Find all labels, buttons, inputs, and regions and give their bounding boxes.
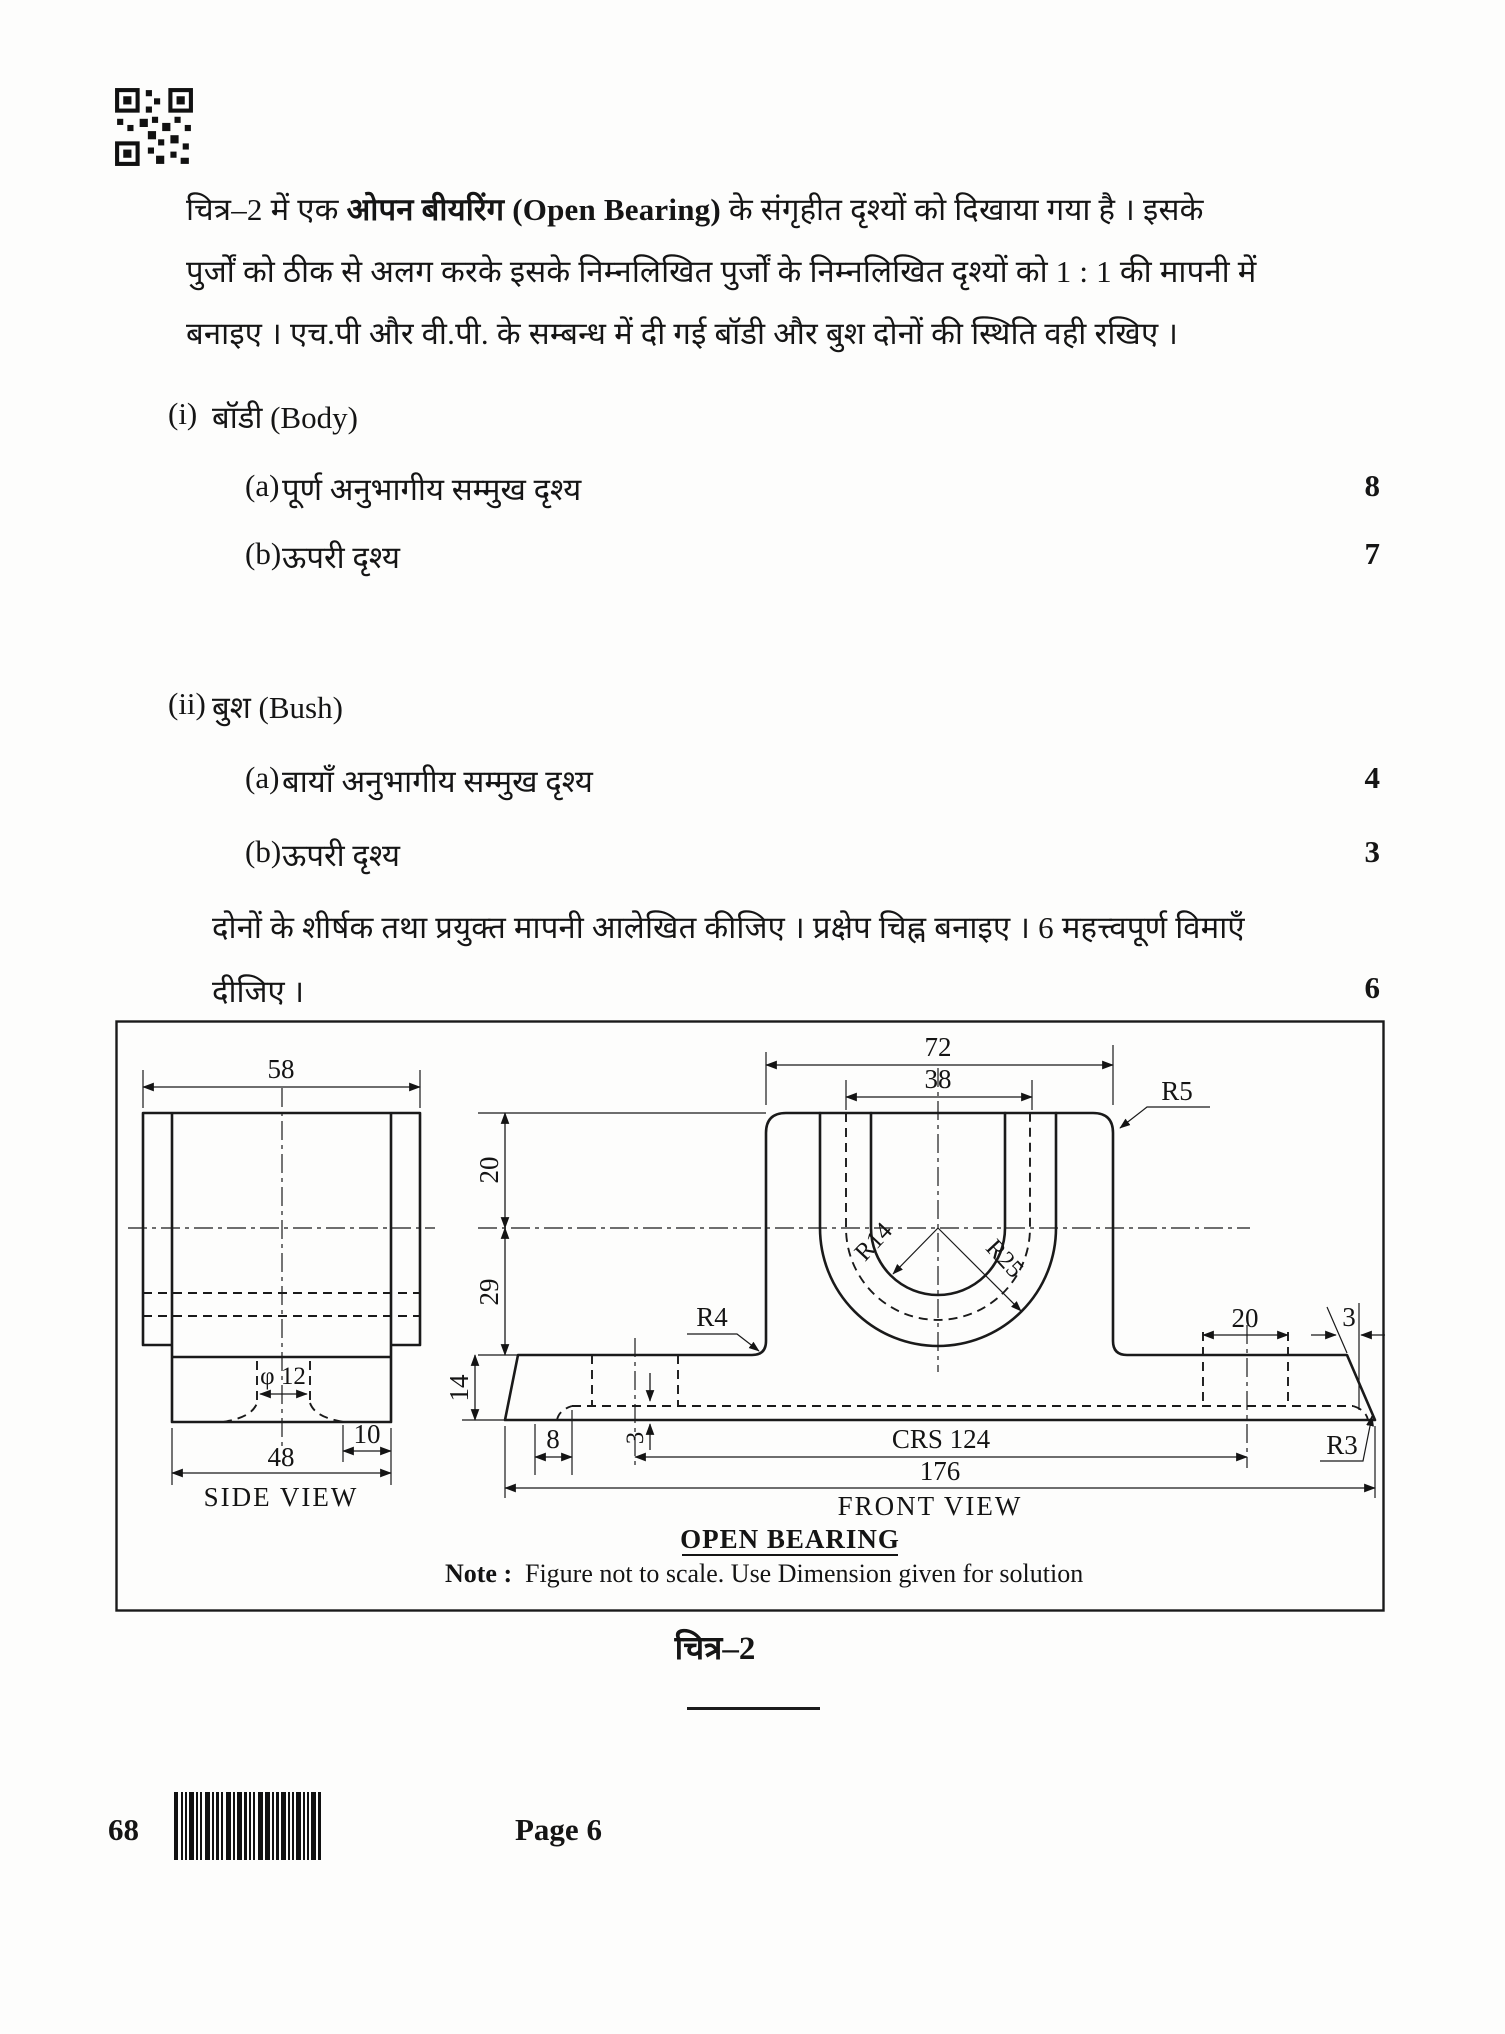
dim-8: 8 [546,1424,560,1454]
item-ii-b-number: (b) [245,834,282,869]
item-ii-a [245,760,1380,802]
item-i-b-marks: 7 [1364,536,1380,571]
dim-r4: R4 [696,1302,728,1332]
front-view-drawing [444,1032,1385,1521]
dim-72: 72 [924,1032,952,1062]
dim-r3: R3 [1326,1430,1358,1460]
dim-20-left: 20 [474,1156,504,1184]
dim-48: 48 [267,1442,295,1472]
figure-note-label: Note : [445,1559,513,1588]
side-view-label: SIDE VIEW [203,1482,359,1512]
barcode [174,1792,324,1860]
item-ii-a-marks: 4 [1364,760,1380,795]
paper-code: 68 [108,1812,139,1847]
figure-caption: चित्र–2 [674,1631,756,1667]
item-ii-b-marks: 3 [1364,834,1380,869]
item-i-b-text: ऊपरी दृश्य [282,540,401,575]
figure-border [117,1022,1384,1611]
intro-line-2: पुर्जों को ठीक से अलग करके इसके निम्नलिखित पुर्जों के निम्नलिखित दृश्यों को 1 : 1 की मापनी में [186,254,1257,289]
item-ii-a-text: बायाँ अनुभागीय सम्मुख दृश्य [282,764,593,799]
item-ii-a-number: (a) [245,760,280,795]
item-i-a-number: (a) [245,468,280,503]
item-ii-title: बुश (Bush) [212,690,343,725]
item-i [168,396,358,438]
closing-line-2-row [212,970,1380,1012]
separator-rule [687,1707,820,1710]
intro-line-1 [186,188,1204,230]
dim-phi12: φ 12 [260,1363,306,1390]
closing-marks: 6 [1364,970,1380,1005]
item-i-a-marks: 8 [1364,468,1380,503]
dim-38: 38 [924,1064,952,1094]
item-ii-number: (ii) [168,686,206,721]
open-bearing-figure [115,1020,1385,1612]
intro-line-1-post: के संगृहीत दृश्यों को दिखाया गया है । इसके [720,192,1204,227]
dim-29: 29 [474,1278,504,1306]
dim-r25: R25 [980,1234,1029,1284]
qr-code [113,86,195,168]
item-i-number: (i) [168,396,198,431]
dim-10: 10 [353,1419,381,1449]
figure-title: OPEN BEARING [680,1524,900,1554]
page-number: Page 6 [515,1812,602,1847]
item-i-b [245,536,1380,578]
dim-r14: R14 [849,1217,898,1267]
dim-3-right: 3 [1342,1302,1356,1332]
dim-14: 14 [444,1374,474,1402]
side-view-drawing [128,1054,435,1512]
intro-line-3: बनाइए । एच.पी और वी.पी. के सम्बन्ध में दी गई बॉडी और बुश दोनों की स्थिति वही रखिए । [186,316,1179,351]
item-i-title: बॉडी (Body) [212,400,358,435]
item-ii-b-text: ऊपरी दृश्य [282,838,401,873]
figure-note-text: Figure not to scale. Use Dimension given for solution [525,1559,1084,1588]
dim-176: 176 [919,1456,961,1486]
intro-line-1-pre: चित्र–2 में एक [186,192,347,227]
dim-58: 58 [267,1054,295,1084]
dim-r5: R5 [1161,1076,1193,1106]
item-i-a-text: पूर्ण अनुभागीय सम्मुख दृश्य [282,472,582,507]
dim-3-lip: 3 [622,1431,649,1445]
dim-crs-124: CRS 124 [891,1424,991,1454]
item-i-b-number: (b) [245,536,282,571]
intro-line-1-bold: ओपन बीयरिंग (Open Bearing) [346,192,721,227]
dim-20-right: 20 [1231,1303,1259,1333]
closing-line-1: दोनों के शीर्षक तथा प्रयुक्त मापनी आलेखित कीजिए । प्रक्षेप चिह्न बनाइए । 6 महत्त्वपूर्ण विमाएँ [212,910,1245,945]
item-i-a [245,468,1380,510]
closing-line-2: दीजिए । [212,974,305,1009]
front-view-label: FRONT VIEW [837,1491,1023,1521]
item-ii [168,686,343,728]
item-ii-b [245,834,1380,876]
